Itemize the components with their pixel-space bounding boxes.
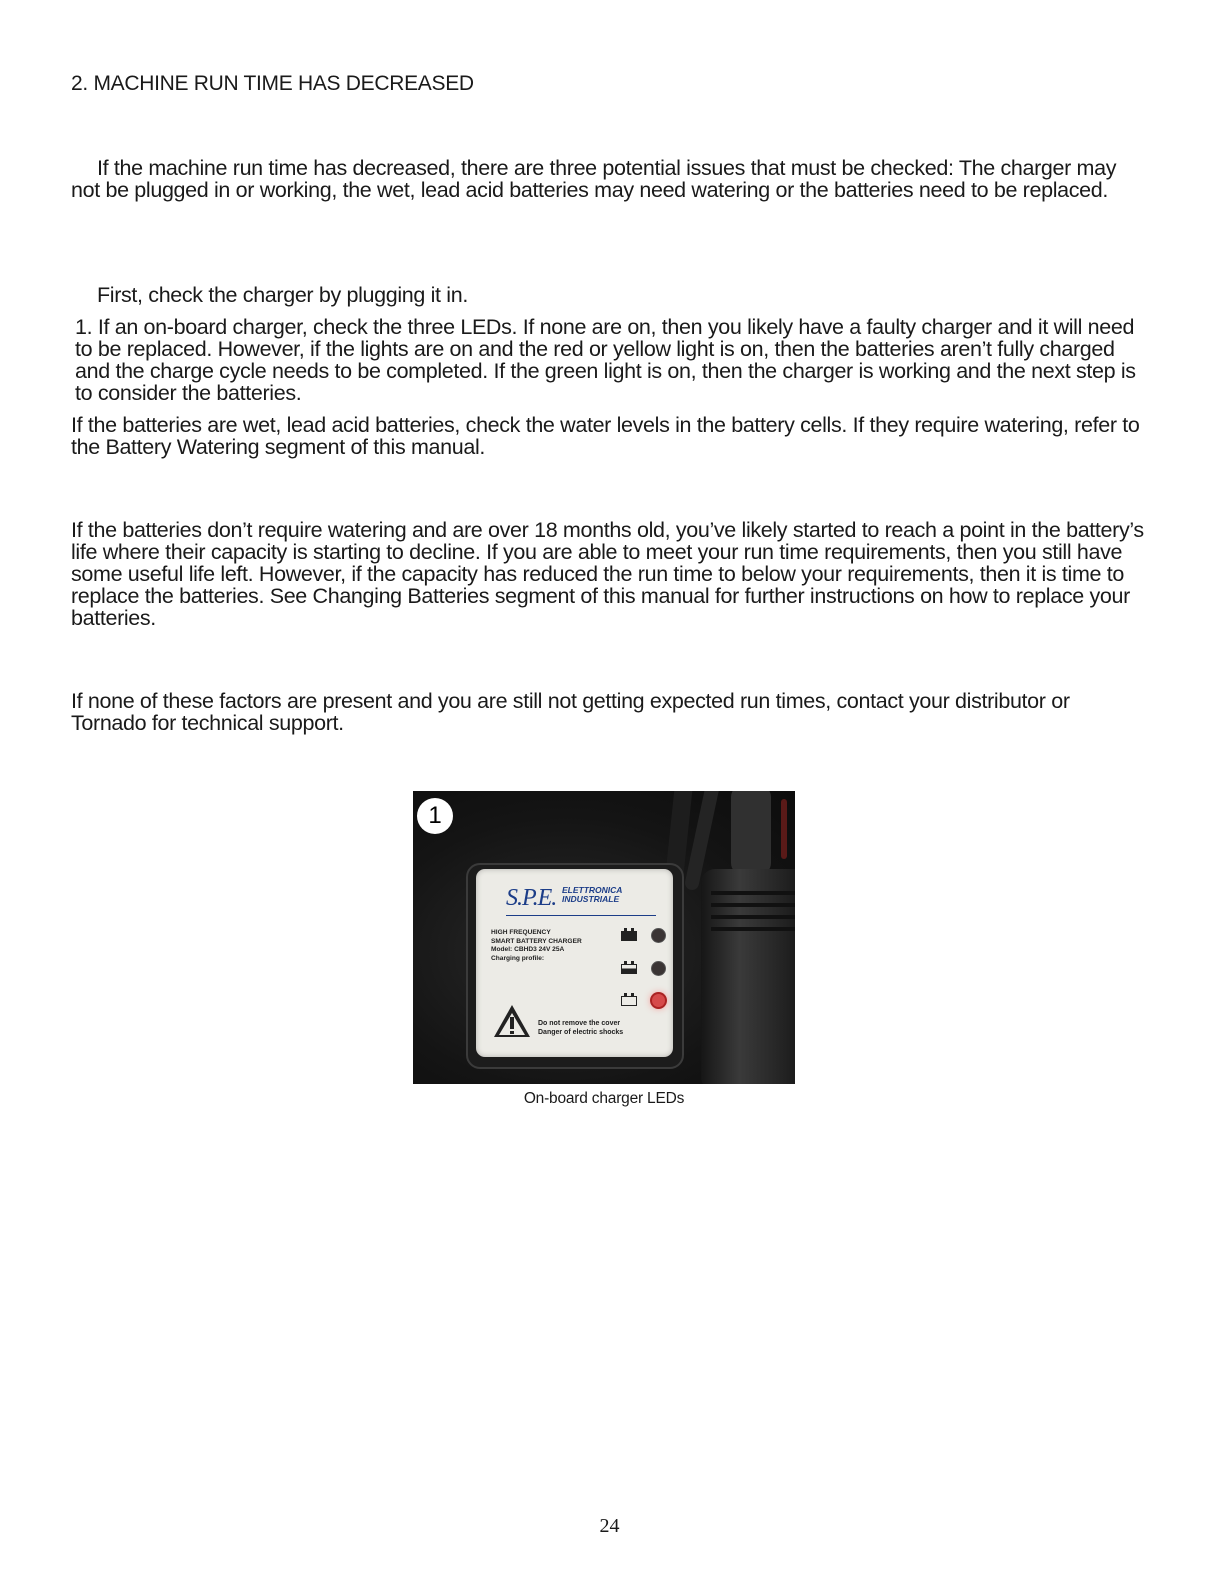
list-item-1: 1. If an on-board charger, check the three LEDs. If none are on, then you likely have a faulty charger and it will need to be replaced. However, if the lights are on and the red or yellow light is on, then the batteries aren’t fully charged and the charge cycle needs to be completed. If the green light is on, then the charger is working and the next step is to consider the batteries. bbox=[75, 315, 1136, 405]
battery-connector bbox=[701, 869, 795, 1084]
first-check-paragraph: First, check the charger by plugging it in. bbox=[97, 283, 468, 307]
brand-line-2: INDUSTRIALE bbox=[562, 894, 620, 904]
brand-line-1: ELETTRONICA bbox=[562, 885, 623, 895]
charger-photo bbox=[413, 791, 795, 1084]
figure-caption: On-board charger LEDs bbox=[523, 1090, 685, 1107]
brand-underline bbox=[506, 915, 656, 916]
brand-subtitle bbox=[562, 886, 622, 904]
caution-text bbox=[538, 1019, 623, 1037]
spec-line: SMART BATTERY CHARGER bbox=[491, 937, 582, 945]
brand-logo: S.P.E. bbox=[506, 885, 557, 911]
battery-empty-icon bbox=[621, 996, 637, 1006]
old-batteries-paragraph: If the batteries don’t require watering and are over 18 months old, you’ve likely started to reach a point in the battery’s life where their capacity is starting to decline. If you are able to meet your run time requirements, then you still have some useful life left. However, if the capacity has reduced the run time to below your requirements, then it is time to replace the batteries. See Changing Batteries segment of this manual for further instructions on how to replace your batteries. bbox=[71, 518, 1144, 630]
led-yellow bbox=[652, 962, 665, 975]
page-number: 24 bbox=[599, 1515, 620, 1537]
spec-line: HIGH FREQUENCY bbox=[491, 929, 551, 936]
battery-full-icon bbox=[621, 931, 637, 941]
led-green bbox=[652, 929, 665, 942]
led-red bbox=[652, 994, 665, 1007]
red-wire bbox=[781, 799, 787, 859]
section-heading: 2. MACHINE RUN TIME HAS DECREASED bbox=[71, 72, 474, 95]
charger-label bbox=[476, 869, 673, 1057]
wet-batteries-paragraph: If the batteries are wet, lead acid batteries, check the water levels in the battery cells. If they require watering, refer to the Battery Watering segment of this manual. bbox=[71, 413, 1140, 459]
battery-half-icon bbox=[621, 964, 637, 974]
spec-line: Model: CBHD3 24V 25A bbox=[491, 946, 565, 954]
caution-line: Danger of electric shocks bbox=[538, 1029, 624, 1036]
cable bbox=[731, 791, 771, 875]
spec-text bbox=[491, 929, 582, 963]
figure-number-badge: 1 bbox=[417, 798, 453, 834]
intro-paragraph: If the machine run time has decreased, there are three potential issues that must be checked: The charger may not be plugged in or working, the wet, lead acid batteries may need watering or the batteries need to be replaced. bbox=[71, 156, 1117, 202]
spec-line: Charging profile: bbox=[491, 954, 545, 962]
caution-line: Do not remove the cover bbox=[538, 1020, 621, 1027]
support-paragraph: If none of these factors are present and you are still not getting expected run times, contact your distributor or Tornado for technical support. bbox=[71, 689, 1070, 735]
